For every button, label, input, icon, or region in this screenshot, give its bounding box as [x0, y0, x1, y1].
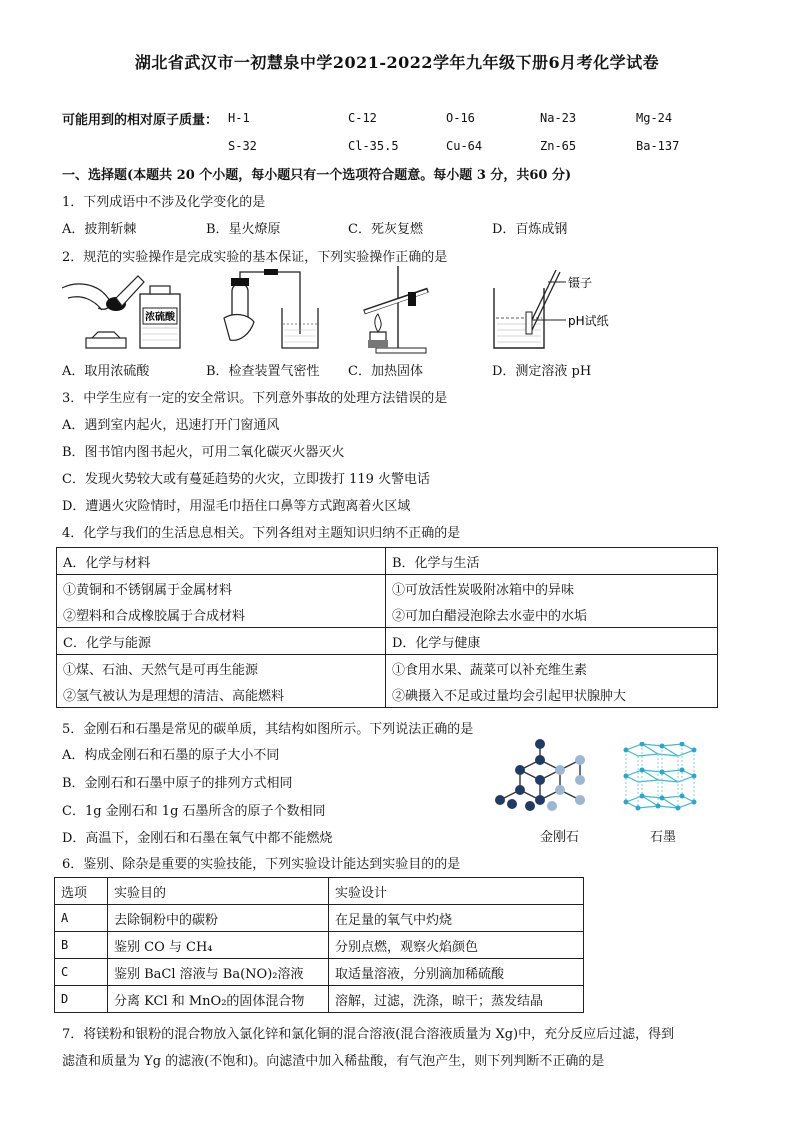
q2-option-c: C．加热固体 [348, 364, 423, 379]
q1-stem: 1．下列成语中不涉及化学变化的是 [62, 195, 266, 210]
bottle-label: 浓硫酸 [145, 312, 175, 323]
table-row [55, 932, 584, 959]
table-cell: 分别点燃，观察火焰颜色 [329, 932, 584, 959]
table-cell: ②碘摄入不足或过量均会引起甲状腺肿大 [386, 681, 718, 708]
table-cell: ①黄铜和不锈钢属于金属材料 [57, 575, 386, 602]
table-row [57, 655, 718, 682]
q2-option-b: B．检查装置气密性 [206, 364, 320, 379]
diamond-structure-figure [490, 738, 600, 818]
heating-figure [348, 262, 444, 354]
table-cell: ②塑料和合成橡胶属于合成材料 [57, 601, 386, 628]
table-row [57, 575, 718, 602]
atomic-mass-label: 可能用到的相对原子质量： [62, 113, 219, 128]
q4-stem: 4．化学与我们的生活息息相关。下列各组对主题知识归纳不正确的是 [62, 526, 461, 541]
mass-mg: Mg-24 [636, 111, 673, 125]
table-row [57, 548, 718, 575]
mass-ba: Ba-137 [636, 139, 680, 153]
table-cell: C．化学与能源 [57, 628, 386, 655]
table-cell: C [55, 959, 108, 986]
q6-table [54, 877, 584, 1013]
table-header: 实验目的 [108, 878, 329, 905]
table-cell: 分离 KCl 和 MnO₂的固体混合物 [108, 986, 329, 1013]
table-cell: 在足量的氧气中灼烧 [329, 905, 584, 932]
q2-option-a: A．取用浓硫酸 [62, 364, 150, 379]
q2-option-d: D．测定溶液 pH [492, 364, 592, 379]
table-row [55, 959, 584, 986]
q7-line-1: 7．将镁粉和银粉的混合物放入氯化锌和氯化铜的混合溶液(混合溶液质量为 Xg)中，充分反应后过滤，得到 [62, 1027, 675, 1042]
table-row [57, 681, 718, 708]
q1-option-b: B．星火燎原 [206, 222, 281, 237]
q3-option-d: D．遭遇火灾险情时，用湿毛巾捂住口鼻等方式跑离着火区域 [62, 499, 411, 514]
table-cell: ①煤、石油、天然气是可再生能源 [57, 655, 386, 682]
table-row [55, 905, 584, 932]
q3-stem: 3．中学生应有一定的安全常识。下列意外事故的处理方法错误的是 [62, 391, 448, 406]
q5-option-b: B．金刚石和石墨中原子的排列方式相同 [62, 776, 293, 791]
table-cell: 溶解，过滤，洗涤，晾干；蒸发结晶 [329, 986, 584, 1013]
q5-option-c: C．1g 金刚石和 1g 石墨所含的原子个数相同 [62, 804, 326, 819]
table-cell: 去除铜粉中的碳粉 [108, 905, 329, 932]
q5-option-a: A．构成金刚石和石墨的原子大小不同 [62, 748, 280, 763]
table-cell: A [55, 905, 108, 932]
airtight-figure [204, 268, 324, 354]
table-cell: A．化学与材料 [57, 548, 386, 575]
table-cell: D．化学与健康 [386, 628, 718, 655]
table-header: 选项 [55, 878, 108, 905]
q1-option-d: D．百炼成钢 [492, 222, 568, 237]
table-header-row [55, 878, 584, 905]
q3-option-a: A．遇到室内起火，迅速打开门窗通风 [62, 418, 280, 433]
mass-c: C-12 [348, 111, 377, 125]
table-cell: B [55, 932, 108, 959]
mass-h: H-1 [228, 111, 250, 125]
mass-cu: Cu-64 [446, 139, 483, 153]
pour-acid-figure [58, 268, 188, 354]
q5-stem: 5．金刚石和石墨是常见的碳单质，其结构如图所示。下列说法正确的是 [62, 722, 474, 737]
q7-line-2: 滤渣和质量为 Yg 的滤液(不饱和)。向滤渣中加入稀盐酸，有气泡产生，则下列判断不正确的是 [62, 1054, 605, 1069]
table-row [57, 628, 718, 655]
table-row [55, 986, 584, 1013]
table-cell: ②氢气被认为是理想的清洁、高能燃料 [57, 681, 386, 708]
table-cell: 鉴别 BaCl 溶液与 Ba(NO)₂溶液 [108, 959, 329, 986]
graphite-structure-figure [622, 742, 698, 816]
table-cell: ②可加白醋浸泡除去水壶中的水垢 [386, 601, 718, 628]
q3-option-b: B．图书馆内图书起火，可用二氧化碳灭火器灭火 [62, 445, 345, 460]
q2-stem: 2．规范的实验操作是完成实验的基本保证，下列实验操作正确的是 [62, 250, 448, 265]
section-heading: 一、选择题(本题共 20 个小题，每小题只有一个选项符合题意。每小题 3 分，共60 分) [62, 168, 572, 183]
table-cell: 取适量溶液，分别滴加稀硫酸 [329, 959, 584, 986]
page-title: 湖北省武汉市一初慧泉中学2021-2022学年九年级下册6月考化学试卷 [134, 53, 660, 72]
q1-option-c: C．死灰复燃 [348, 222, 423, 237]
q4-table [56, 547, 718, 708]
mass-cl: Cl-35.5 [348, 139, 399, 153]
mass-na: Na-23 [540, 111, 577, 125]
q1-option-a: A．披荆斩棘 [62, 222, 137, 237]
graphite-label: 石墨 [650, 830, 677, 845]
q3-option-c: C．发现火势较大或有蔓延趋势的火灾，立即拨打 119 火警电话 [62, 472, 431, 487]
table-cell: ①食用水果、蔬菜可以补充维生素 [386, 655, 718, 682]
table-cell: ①可放活性炭吸附冰箱中的异味 [386, 575, 718, 602]
mass-s: S-32 [228, 139, 257, 153]
mass-o: O-16 [446, 111, 475, 125]
table-header: 实验设计 [329, 878, 584, 905]
mass-zn: Zn-65 [540, 139, 577, 153]
table-cell: 鉴别 CO 与 CH₄ [108, 932, 329, 959]
table-row [57, 601, 718, 628]
table-cell: D [55, 986, 108, 1013]
table-cell: B．化学与生活 [386, 548, 718, 575]
tweezers-label: 镊子 [568, 276, 593, 290]
ph-paper-label: pH试纸 [568, 314, 609, 328]
ph-test-figure [488, 268, 628, 354]
q5-option-d: D．高温下，金刚石和石墨在氧气中都不能燃烧 [62, 831, 333, 846]
q6-stem: 6．鉴别、除杂是重要的实验技能，下列实验设计能达到实验目的的是 [62, 857, 461, 872]
diamond-label: 金刚石 [540, 830, 580, 845]
